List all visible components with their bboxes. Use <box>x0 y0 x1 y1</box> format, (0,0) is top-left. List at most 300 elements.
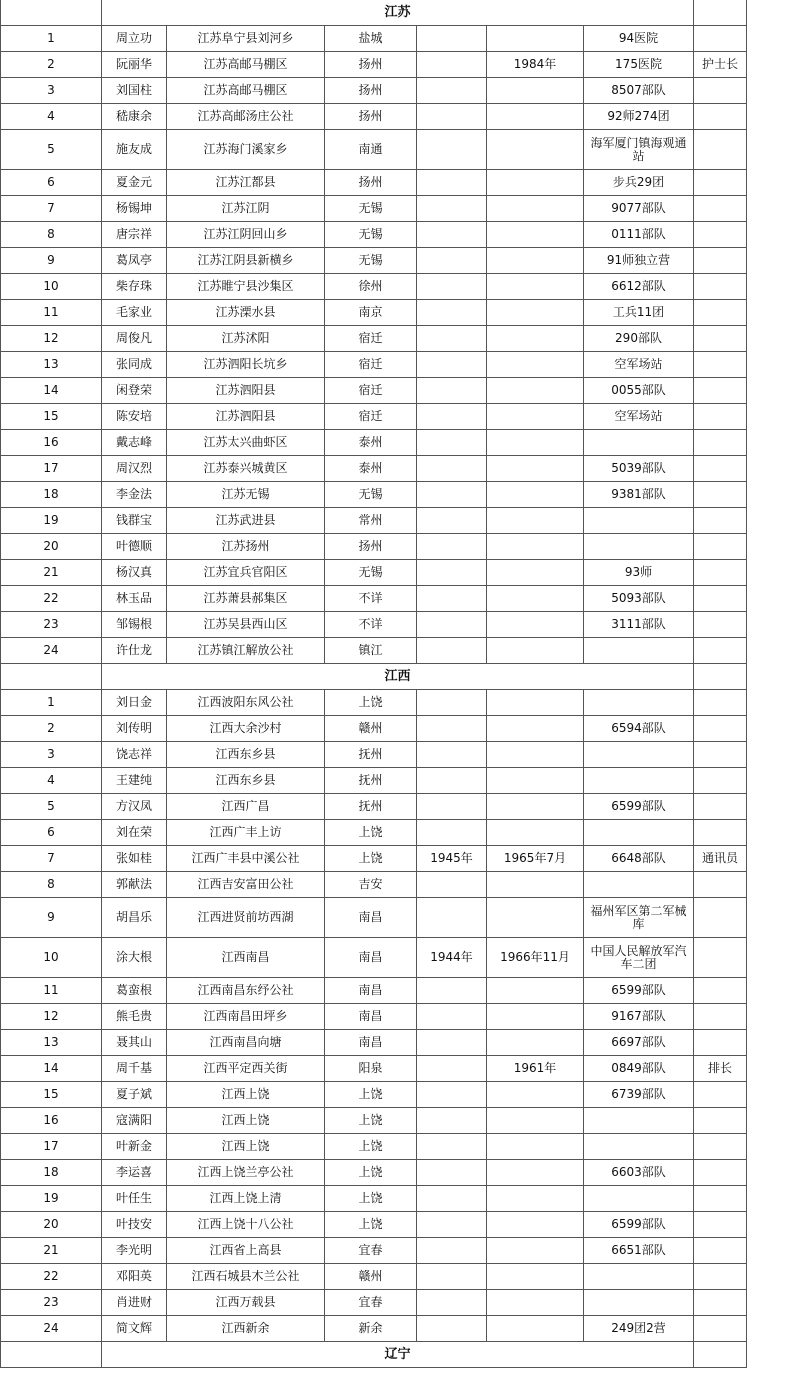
unit-cell: 6651部队 <box>584 1238 694 1264</box>
enlist-date-cell <box>487 794 584 820</box>
position-cell <box>694 1212 747 1238</box>
hometown-cell: 江西东乡县 <box>167 742 325 768</box>
position-cell <box>694 248 747 274</box>
unit-cell: 6648部队 <box>584 846 694 872</box>
enlist-date-cell <box>487 560 584 586</box>
hometown-cell: 江西上饶 <box>167 1082 325 1108</box>
unit-cell: 8507部队 <box>584 78 694 104</box>
unit-cell: 福州军区第二军械库 <box>584 898 694 938</box>
birth-year-cell <box>417 820 487 846</box>
person-name-cell: 杨锡坤 <box>102 196 167 222</box>
enlist-date-cell <box>487 1108 584 1134</box>
birth-year-cell <box>417 1160 487 1186</box>
row-number-cell: 19 <box>1 1186 102 1212</box>
row-number-cell: 18 <box>1 482 102 508</box>
enlist-date-cell <box>487 222 584 248</box>
birth-year-cell <box>417 1212 487 1238</box>
position-cell <box>694 1238 747 1264</box>
table-row <box>1 1134 747 1160</box>
table-row <box>1 690 747 716</box>
table-row <box>1 222 747 248</box>
position-cell <box>694 1160 747 1186</box>
city-cell: 宿迁 <box>325 352 417 378</box>
city-cell: 无锡 <box>325 560 417 586</box>
unit-cell: 9167部队 <box>584 1004 694 1030</box>
person-name-cell: 李光明 <box>102 1238 167 1264</box>
person-name-cell: 寇满阳 <box>102 1108 167 1134</box>
position-cell: 排长 <box>694 1056 747 1082</box>
section-header-end-cell <box>694 1342 747 1368</box>
birth-year-cell <box>417 872 487 898</box>
table-row <box>1 26 747 52</box>
person-name-cell: 毛家业 <box>102 300 167 326</box>
birth-year-cell <box>417 1004 487 1030</box>
hometown-cell: 江苏太兴曲虾区 <box>167 430 325 456</box>
enlist-date-cell <box>487 872 584 898</box>
person-name-cell: 涂大根 <box>102 938 167 978</box>
hometown-cell: 江苏武进县 <box>167 508 325 534</box>
city-cell: 南京 <box>325 300 417 326</box>
person-name-cell: 周千基 <box>102 1056 167 1082</box>
birth-year-cell <box>417 1108 487 1134</box>
hometown-cell: 江苏江阴回山乡 <box>167 222 325 248</box>
position-cell <box>694 898 747 938</box>
birth-year-cell <box>417 978 487 1004</box>
row-number-cell: 7 <box>1 846 102 872</box>
hometown-cell: 江苏高邮马棚区 <box>167 52 325 78</box>
row-number-cell: 22 <box>1 586 102 612</box>
position-cell <box>694 742 747 768</box>
unit-cell <box>584 742 694 768</box>
enlist-date-cell <box>487 170 584 196</box>
roster-body <box>1 0 747 1368</box>
table-row <box>1 78 747 104</box>
city-cell: 抚州 <box>325 794 417 820</box>
table-row <box>1 326 747 352</box>
table-row <box>1 1212 747 1238</box>
birth-year-cell <box>417 794 487 820</box>
unit-cell <box>584 1290 694 1316</box>
position-cell <box>694 534 747 560</box>
birth-year-cell <box>417 1238 487 1264</box>
birth-year-cell <box>417 352 487 378</box>
hometown-cell: 江苏高邮马棚区 <box>167 78 325 104</box>
enlist-date-cell <box>487 196 584 222</box>
hometown-cell: 江苏泗阳县 <box>167 378 325 404</box>
person-name-cell: 闲登荣 <box>102 378 167 404</box>
city-cell: 上饶 <box>325 820 417 846</box>
enlist-date-cell <box>487 820 584 846</box>
person-name-cell: 许仕龙 <box>102 638 167 664</box>
unit-cell: 93师 <box>584 560 694 586</box>
table-row <box>1 794 747 820</box>
hometown-cell: 江苏泗阳长坑乡 <box>167 352 325 378</box>
row-number-cell: 5 <box>1 794 102 820</box>
unit-cell: 94医院 <box>584 26 694 52</box>
table-row <box>1 378 747 404</box>
table-row <box>1 1160 747 1186</box>
table-row <box>1 248 747 274</box>
hometown-cell: 江西南昌向塘 <box>167 1030 325 1056</box>
enlist-date-cell <box>487 1264 584 1290</box>
section-header-blank-cell <box>1 0 102 26</box>
section-title: 辽宁 <box>102 1342 694 1368</box>
row-number-cell: 12 <box>1 1004 102 1030</box>
position-cell <box>694 560 747 586</box>
enlist-date-cell <box>487 274 584 300</box>
city-cell: 南昌 <box>325 1030 417 1056</box>
city-cell: 常州 <box>325 508 417 534</box>
enlist-date-cell: 1965年7月 <box>487 846 584 872</box>
table-row <box>1 638 747 664</box>
row-number-cell: 8 <box>1 222 102 248</box>
position-cell <box>694 1030 747 1056</box>
section-title: 江西 <box>102 664 694 690</box>
table-row <box>1 300 747 326</box>
position-cell <box>694 378 747 404</box>
city-cell: 上饶 <box>325 690 417 716</box>
row-number-cell: 9 <box>1 898 102 938</box>
enlist-date-cell <box>487 586 584 612</box>
table-row <box>1 1030 747 1056</box>
row-number-cell: 24 <box>1 1316 102 1342</box>
city-cell: 扬州 <box>325 170 417 196</box>
birth-year-cell <box>417 898 487 938</box>
row-number-cell: 23 <box>1 1290 102 1316</box>
city-cell: 泰州 <box>325 430 417 456</box>
unit-cell <box>584 1186 694 1212</box>
birth-year-cell <box>417 78 487 104</box>
table-row <box>1 742 747 768</box>
row-number-cell: 17 <box>1 1134 102 1160</box>
person-name-cell: 周俊凡 <box>102 326 167 352</box>
city-cell: 盐城 <box>325 26 417 52</box>
unit-cell: 9381部队 <box>584 482 694 508</box>
row-number-cell: 21 <box>1 560 102 586</box>
hometown-cell: 江西广丰上访 <box>167 820 325 846</box>
row-number-cell: 1 <box>1 26 102 52</box>
section-header-row <box>1 0 747 26</box>
table-row <box>1 170 747 196</box>
person-name-cell: 王建纯 <box>102 768 167 794</box>
section-header-end-cell <box>694 664 747 690</box>
unit-cell <box>584 638 694 664</box>
enlist-date-cell <box>487 456 584 482</box>
position-cell <box>694 300 747 326</box>
enlist-date-cell <box>487 104 584 130</box>
city-cell: 南昌 <box>325 898 417 938</box>
birth-year-cell <box>417 716 487 742</box>
person-name-cell: 刘日金 <box>102 690 167 716</box>
row-number-cell: 23 <box>1 612 102 638</box>
unit-cell: 5093部队 <box>584 586 694 612</box>
birth-year-cell <box>417 742 487 768</box>
hometown-cell: 江苏泰兴城黄区 <box>167 456 325 482</box>
city-cell: 赣州 <box>325 1264 417 1290</box>
unit-cell: 92师274团 <box>584 104 694 130</box>
position-cell <box>694 130 747 170</box>
table-row <box>1 586 747 612</box>
hometown-cell: 江苏海门溪家乡 <box>167 130 325 170</box>
table-row <box>1 612 747 638</box>
city-cell: 不详 <box>325 586 417 612</box>
table-row <box>1 1316 747 1342</box>
enlist-date-cell <box>487 300 584 326</box>
row-number-cell: 2 <box>1 716 102 742</box>
position-cell <box>694 872 747 898</box>
person-name-cell: 钱群宝 <box>102 508 167 534</box>
birth-year-cell <box>417 300 487 326</box>
birth-year-cell <box>417 274 487 300</box>
person-name-cell: 张同成 <box>102 352 167 378</box>
position-cell <box>694 170 747 196</box>
birth-year-cell: 1945年 <box>417 846 487 872</box>
city-cell: 新余 <box>325 1316 417 1342</box>
enlist-date-cell <box>487 1004 584 1030</box>
enlist-date-cell <box>487 430 584 456</box>
unit-cell: 0055部队 <box>584 378 694 404</box>
birth-year-cell <box>417 456 487 482</box>
enlist-date-cell <box>487 1316 584 1342</box>
hometown-cell: 江西上饶 <box>167 1108 325 1134</box>
hometown-cell: 江苏睢宁县沙集区 <box>167 274 325 300</box>
unit-cell <box>584 534 694 560</box>
unit-cell <box>584 820 694 846</box>
row-number-cell: 2 <box>1 52 102 78</box>
section-header-row <box>1 1342 747 1368</box>
city-cell: 镇江 <box>325 638 417 664</box>
city-cell: 抚州 <box>325 768 417 794</box>
enlist-date-cell: 1961年 <box>487 1056 584 1082</box>
person-name-cell: 郭献法 <box>102 872 167 898</box>
position-cell <box>694 820 747 846</box>
enlist-date-cell <box>487 508 584 534</box>
section-header-blank-cell <box>1 664 102 690</box>
row-number-cell: 11 <box>1 978 102 1004</box>
birth-year-cell <box>417 196 487 222</box>
hometown-cell: 江西进贤前坊西湖 <box>167 898 325 938</box>
hometown-cell: 江苏江阴 <box>167 196 325 222</box>
city-cell: 扬州 <box>325 52 417 78</box>
table-row <box>1 1082 747 1108</box>
hometown-cell: 江西吉安富田公社 <box>167 872 325 898</box>
unit-cell: 6697部队 <box>584 1030 694 1056</box>
birth-year-cell <box>417 638 487 664</box>
person-name-cell: 饶志祥 <box>102 742 167 768</box>
table-row <box>1 978 747 1004</box>
person-name-cell: 李运喜 <box>102 1160 167 1186</box>
hometown-cell: 江苏江都县 <box>167 170 325 196</box>
row-number-cell: 14 <box>1 378 102 404</box>
position-cell <box>694 404 747 430</box>
enlist-date-cell <box>487 978 584 1004</box>
person-name-cell: 唐宗祥 <box>102 222 167 248</box>
position-cell <box>694 794 747 820</box>
position-cell <box>694 482 747 508</box>
enlist-date-cell <box>487 768 584 794</box>
city-cell: 上饶 <box>325 1212 417 1238</box>
city-cell: 宿迁 <box>325 326 417 352</box>
enlist-date-cell <box>487 1290 584 1316</box>
person-name-cell: 刘传明 <box>102 716 167 742</box>
table-row <box>1 846 747 872</box>
position-cell <box>694 612 747 638</box>
row-number-cell: 4 <box>1 104 102 130</box>
person-name-cell: 邹锡根 <box>102 612 167 638</box>
hometown-cell: 江西新余 <box>167 1316 325 1342</box>
table-row <box>1 872 747 898</box>
city-cell: 无锡 <box>325 196 417 222</box>
person-name-cell: 聂其山 <box>102 1030 167 1056</box>
position-cell <box>694 1186 747 1212</box>
enlist-date-cell <box>487 1030 584 1056</box>
row-number-cell: 10 <box>1 938 102 978</box>
row-number-cell: 3 <box>1 742 102 768</box>
table-row <box>1 1004 747 1030</box>
birth-year-cell <box>417 586 487 612</box>
unit-cell: 6739部队 <box>584 1082 694 1108</box>
birth-year-cell <box>417 222 487 248</box>
hometown-cell: 江苏无锡 <box>167 482 325 508</box>
position-cell <box>694 196 747 222</box>
birth-year-cell <box>417 248 487 274</box>
birth-year-cell <box>417 1316 487 1342</box>
hometown-cell: 江西南昌田坪乡 <box>167 1004 325 1030</box>
city-cell: 宜春 <box>325 1238 417 1264</box>
person-name-cell: 叶德顺 <box>102 534 167 560</box>
hometown-cell: 江西省上高县 <box>167 1238 325 1264</box>
enlist-date-cell <box>487 404 584 430</box>
unit-cell: 中国人民解放军汽车二团 <box>584 938 694 978</box>
hometown-cell: 江苏阜宁县刘河乡 <box>167 26 325 52</box>
birth-year-cell <box>417 690 487 716</box>
position-cell <box>694 1290 747 1316</box>
unit-cell: 空军场站 <box>584 352 694 378</box>
hometown-cell: 江西东乡县 <box>167 768 325 794</box>
birth-year-cell <box>417 130 487 170</box>
hometown-cell: 江西南昌东纾公社 <box>167 978 325 1004</box>
city-cell: 无锡 <box>325 482 417 508</box>
row-number-cell: 24 <box>1 638 102 664</box>
position-cell <box>694 352 747 378</box>
hometown-cell: 江苏镇江解放公社 <box>167 638 325 664</box>
hometown-cell: 江西万载县 <box>167 1290 325 1316</box>
unit-cell: 工兵11团 <box>584 300 694 326</box>
birth-year-cell <box>417 430 487 456</box>
position-cell: 护士长 <box>694 52 747 78</box>
position-cell <box>694 978 747 1004</box>
row-number-cell: 12 <box>1 326 102 352</box>
section-header-end-cell <box>694 0 747 26</box>
row-number-cell: 19 <box>1 508 102 534</box>
row-number-cell: 17 <box>1 456 102 482</box>
row-number-cell: 14 <box>1 1056 102 1082</box>
birth-year-cell <box>417 104 487 130</box>
position-cell <box>694 938 747 978</box>
enlist-date-cell <box>487 378 584 404</box>
person-name-cell: 叶新金 <box>102 1134 167 1160</box>
city-cell: 上饶 <box>325 1186 417 1212</box>
person-name-cell: 李金法 <box>102 482 167 508</box>
position-cell <box>694 222 747 248</box>
row-number-cell: 16 <box>1 1108 102 1134</box>
enlist-date-cell <box>487 326 584 352</box>
row-number-cell: 20 <box>1 534 102 560</box>
birth-year-cell <box>417 768 487 794</box>
birth-year-cell <box>417 404 487 430</box>
table-row <box>1 820 747 846</box>
city-cell: 抚州 <box>325 742 417 768</box>
person-name-cell: 施友成 <box>102 130 167 170</box>
unit-cell <box>584 508 694 534</box>
birth-year-cell <box>417 534 487 560</box>
person-name-cell: 张如桂 <box>102 846 167 872</box>
person-name-cell: 葛凤亭 <box>102 248 167 274</box>
person-name-cell: 叶技安 <box>102 1212 167 1238</box>
table-row <box>1 534 747 560</box>
unit-cell: 175医院 <box>584 52 694 78</box>
row-number-cell: 9 <box>1 248 102 274</box>
birth-year-cell <box>417 612 487 638</box>
row-number-cell: 4 <box>1 768 102 794</box>
row-number-cell: 21 <box>1 1238 102 1264</box>
row-number-cell: 3 <box>1 78 102 104</box>
position-cell <box>694 638 747 664</box>
table-row <box>1 130 747 170</box>
city-cell: 上饶 <box>325 1082 417 1108</box>
enlist-date-cell <box>487 1212 584 1238</box>
enlist-date-cell: 1966年11月 <box>487 938 584 978</box>
person-name-cell: 刘在荣 <box>102 820 167 846</box>
position-cell <box>694 78 747 104</box>
table-row <box>1 52 747 78</box>
hometown-cell: 江苏江阴县新横乡 <box>167 248 325 274</box>
hometown-cell: 江西波阳东风公社 <box>167 690 325 716</box>
unit-cell: 步兵29团 <box>584 170 694 196</box>
city-cell: 南昌 <box>325 1004 417 1030</box>
birth-year-cell <box>417 170 487 196</box>
unit-cell: 91师独立营 <box>584 248 694 274</box>
birth-year-cell: 1944年 <box>417 938 487 978</box>
hometown-cell: 江西上饶上清 <box>167 1186 325 1212</box>
person-name-cell: 邓阳英 <box>102 1264 167 1290</box>
unit-cell: 6599部队 <box>584 794 694 820</box>
unit-cell: 249团2营 <box>584 1316 694 1342</box>
hometown-cell: 江西南昌 <box>167 938 325 978</box>
row-number-cell: 7 <box>1 196 102 222</box>
birth-year-cell <box>417 378 487 404</box>
city-cell: 无锡 <box>325 222 417 248</box>
row-number-cell: 15 <box>1 404 102 430</box>
person-name-cell: 阮丽华 <box>102 52 167 78</box>
city-cell: 扬州 <box>325 534 417 560</box>
position-cell <box>694 1082 747 1108</box>
unit-cell: 5039部队 <box>584 456 694 482</box>
person-name-cell: 陈安培 <box>102 404 167 430</box>
birth-year-cell <box>417 1134 487 1160</box>
table-row <box>1 508 747 534</box>
enlist-date-cell <box>487 1238 584 1264</box>
person-name-cell: 简文辉 <box>102 1316 167 1342</box>
table-row <box>1 430 747 456</box>
hometown-cell: 江西上饶兰亭公社 <box>167 1160 325 1186</box>
unit-cell: 空军场站 <box>584 404 694 430</box>
birth-year-cell <box>417 508 487 534</box>
enlist-date-cell <box>487 1186 584 1212</box>
person-name-cell: 杨汉真 <box>102 560 167 586</box>
position-cell <box>694 1316 747 1342</box>
position-cell <box>694 1108 747 1134</box>
